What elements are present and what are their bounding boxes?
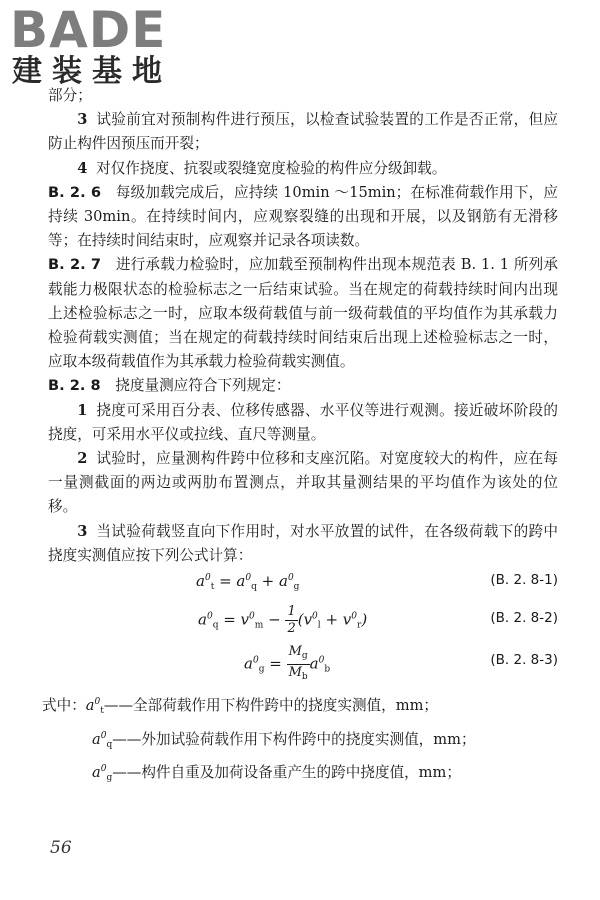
clause-b-2-6: B. 2. 6 每级加载完成后，应持续 10min ～15min；在标准荷载作用下，应持续 30min。在持续时间内，应观察裂缝的出现和开展，以及钢筋有无滑移等；在持续时间结束时，应观察并记录各项读数。	[48, 183, 558, 250]
definition-aq: $a^0_q——$外加试验荷载作用下构件跨中的挠度实测值，mm；	[92, 730, 476, 750]
item-3-formula-intro: 3 当试验荷载竖直向下作用时，对水平放置的试件，在各级荷载下的跨中挠度实测值应按下列公式计算：	[48, 522, 558, 564]
item-4-unload: 4 对仅作挠度、抗裂或裂缝宽度检验的构件应分级卸载。	[77, 159, 447, 177]
clause-b-2-8: B. 2. 8 挠度量测应符合下列规定：	[48, 377, 291, 395]
item-1-deflection: 1 挠度可采用百分表、位移传感器、水平仪等进行观测。接近破坏阶段的挠度，可采用水平仪或拉线、直尺等测量。	[48, 401, 558, 443]
formula-tag: (B. 2. 8-3)	[490, 652, 558, 669]
page-number: 56	[50, 838, 72, 858]
formula-tag: (B. 2. 8-1)	[490, 572, 558, 589]
logo-subtitle: 建装基地	[12, 54, 172, 89]
document-body	[42, 84, 558, 791]
item-3-preload: 3 试验前宜对预制构件进行预压，以检查试验装置的工作是否正常，但应防止构件因预压而开裂；	[48, 111, 558, 153]
definitions	[42, 690, 558, 791]
formula-b-2-8-3: $a^0_g$ = $\frac{M_g}{M_b}$ $a^0_b$ (B. 2. 8-3)	[244, 644, 558, 683]
clause-b-2-7: B. 2. 7 进行承载力检验时，应加载至预制构件出现本规范表 B. 1. 1 所列承载能力极限状态的检验标志之一后结束试验。当在规定的荷载持续时间内出现上述检验标志之一时，应取本级荷载值与前一级荷载值的平均值作为其承载力检验荷载实测值；当在规定的荷载持续时间结束后出现上述检验标志之一时，应取本级荷载值作为其承载力检验荷载实测值。	[48, 256, 558, 371]
formula-b-2-8-1: $a^0_t = a^0_q + a^0_g$ (B. 2. 8-1)	[196, 572, 558, 593]
paragraph-continued: 部分；	[48, 87, 92, 104]
formula-tag: (B. 2. 8-2)	[490, 610, 558, 627]
formula-b-2-8-2: $a^0_q = v^0_m$ − $\frac{1}{2}$ $(v^0_l + v^0_r)$ (B. 2. 8-2)	[198, 604, 558, 637]
definition-ag: $a^0_g——$构件自重及加荷设备重产生的跨中挠度值，mm；	[92, 764, 461, 784]
definition-at: 式中：$a^0_t——$全部荷载作用下构件跨中的挠度实测值，mm；	[42, 697, 439, 717]
item-2-measure: 2 试验时，应量测构件跨中位移和支座沉陷。对宽度较大的构件，应在每一量测截面的两边或两肋布置测点，并取其量测结果的平均值作为该处的位移。	[48, 450, 558, 516]
bade-logo	[6, 2, 181, 94]
logo-brand: BADE	[10, 1, 167, 59]
